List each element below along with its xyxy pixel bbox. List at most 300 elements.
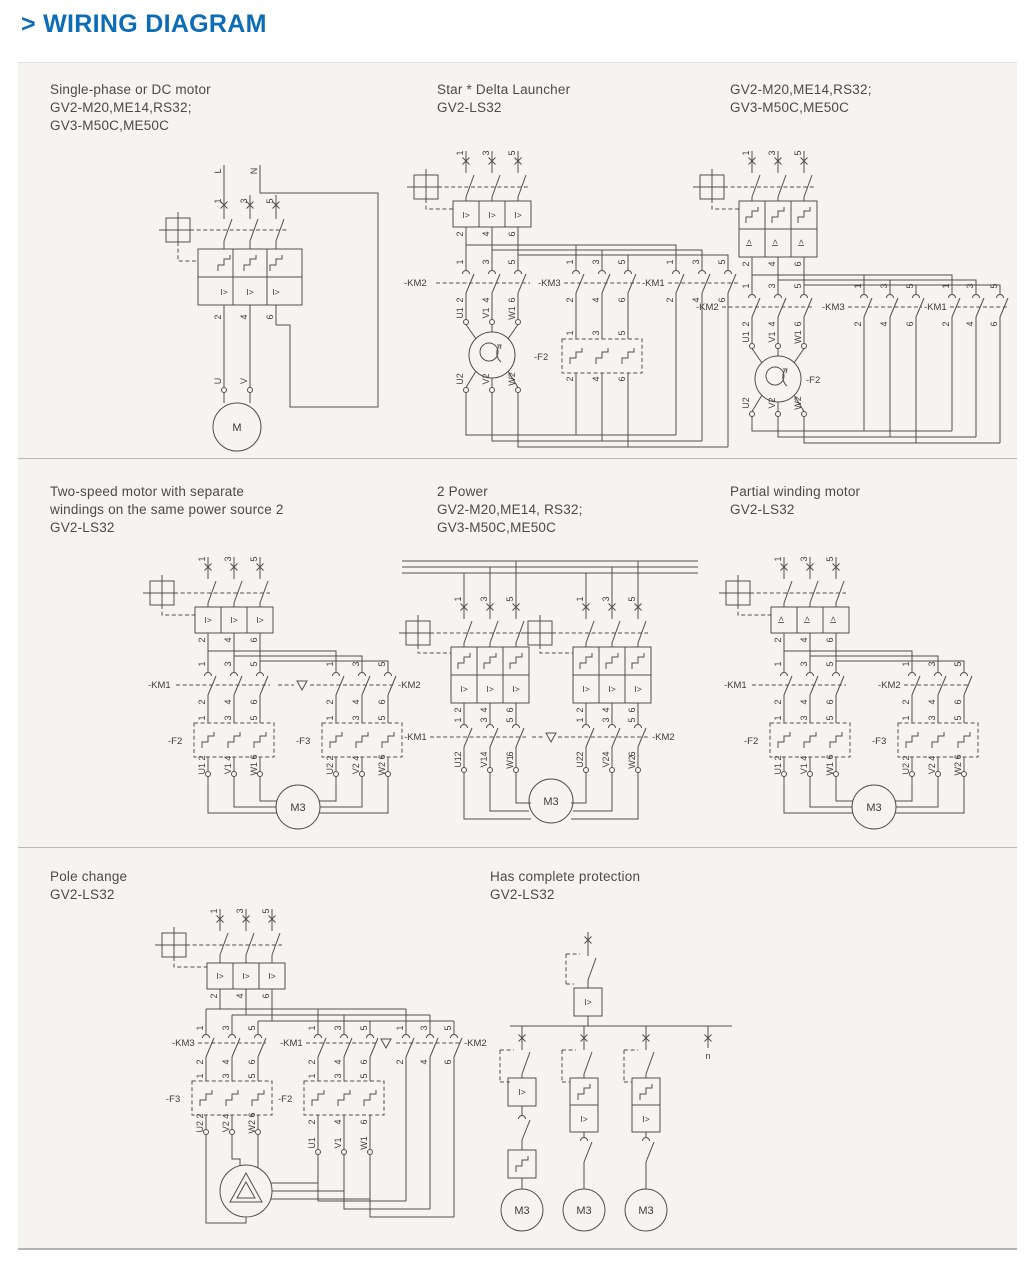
pole-number: 3 — [799, 556, 809, 562]
title-line: Pole change — [50, 869, 128, 884]
pole-number: 3 — [591, 330, 601, 336]
motor-label: M3 — [866, 802, 882, 814]
pole-number: 4 — [479, 707, 489, 713]
motor-terminal-label: U2 2 — [325, 755, 335, 775]
pole-number: 5 — [359, 1073, 369, 1079]
pole-number: 1 — [455, 150, 465, 156]
pole-number: 6 — [717, 297, 727, 303]
actuator-icon — [399, 615, 430, 645]
title-line: Star * Delta Launcher — [437, 82, 571, 97]
pole-number: 4 — [799, 637, 809, 643]
trip-label: I> — [828, 616, 838, 624]
pole-number: 1 — [307, 1073, 317, 1079]
pole-number: 5 — [953, 715, 963, 721]
contact-arc — [625, 271, 632, 275]
title-line: Partial winding motor — [730, 484, 861, 499]
pole-number: 2 — [941, 321, 951, 327]
wiring — [178, 165, 378, 407]
pole-number: 6 — [953, 699, 963, 705]
motor-terminal-label: V2 — [767, 397, 777, 409]
pole-number: 6 — [507, 297, 517, 303]
contactor-label: -KM3 — [172, 1038, 195, 1049]
pole-number: 6 — [265, 314, 275, 320]
protection-blocks — [508, 988, 660, 1178]
row-separator — [18, 458, 1017, 459]
pole-number: 6 — [359, 1119, 369, 1125]
contact-arc — [315, 1035, 322, 1039]
pole-number: 4 — [965, 321, 975, 327]
motor-terminal-label: V1 — [333, 1137, 343, 1149]
pole-number: 3 — [235, 908, 245, 914]
contactor-label: -KM1 — [404, 732, 427, 743]
terminal-dot — [248, 388, 253, 393]
motor-terminal-label: U1 — [453, 756, 463, 768]
contact-arc — [961, 673, 968, 677]
contact-arc — [913, 295, 920, 299]
contact-arc — [463, 271, 470, 275]
pole-number: 3 — [879, 283, 889, 289]
actuator-icon — [693, 169, 724, 199]
pole-number: 2 — [741, 261, 751, 267]
pole-number: 5 — [265, 198, 275, 204]
title-line: GV3-M50C,ME50C — [437, 520, 557, 535]
contact-arc — [973, 295, 980, 299]
pole-number: 6 — [377, 699, 387, 705]
pole-number: 5 — [825, 715, 835, 721]
breaker — [451, 647, 651, 703]
contact-arc — [887, 295, 894, 299]
pole-number: 2 — [395, 1059, 405, 1065]
trip-label: I> — [246, 287, 254, 297]
motor-terminal-label: U2 — [741, 397, 751, 409]
pole-number: 5 — [793, 150, 803, 156]
contact-arc — [909, 673, 916, 677]
motor-terminal-label: V1 4 — [799, 755, 809, 775]
pole-number: 3 — [479, 596, 489, 602]
pole-number: 6 — [617, 376, 627, 382]
pole-number: 1 — [307, 1025, 317, 1031]
motor-terminal-label: W2 — [507, 372, 517, 386]
pole-number: 5 — [247, 1073, 257, 1079]
wiring — [402, 561, 698, 819]
pole-number: 1 — [773, 556, 783, 562]
motor-terminal-label: W2 6 — [247, 1112, 257, 1134]
contactor-label: -KM2 — [652, 732, 675, 743]
wiring — [712, 151, 1008, 443]
pole-number: 2 — [455, 231, 465, 237]
pole-number: 2 — [565, 376, 575, 382]
terminal-dot — [516, 388, 521, 393]
pole-number: 1 — [197, 715, 207, 721]
contact-arc — [673, 271, 680, 275]
trip-label: I> — [268, 971, 276, 981]
pole-number: 1 — [565, 259, 575, 265]
pole-number: 3 — [351, 661, 361, 667]
title-line: Single-phase or DC motor — [50, 82, 211, 97]
pole-number: 3 — [799, 661, 809, 667]
pole-number: 4 — [223, 699, 233, 705]
pole-number: 6 — [825, 637, 835, 643]
diagram-title-two-speed — [50, 483, 284, 537]
pole-number: 1 — [901, 661, 911, 667]
pole-number: 6 — [505, 751, 515, 757]
pole-number: 1 — [575, 717, 585, 723]
wiring — [174, 909, 462, 1223]
pole-number: 1 — [565, 330, 575, 336]
pole-number: 5 — [793, 283, 803, 289]
pole-number: 3 — [221, 1025, 231, 1031]
terminal-dot — [222, 388, 227, 393]
pole-number: 6 — [825, 699, 835, 705]
pole-number: 6 — [617, 297, 627, 303]
trip-label: I> — [582, 684, 590, 694]
terminal-dot — [776, 412, 781, 417]
pole-number: 6 — [249, 637, 259, 643]
contact-arc — [515, 271, 522, 275]
actuator-icon — [719, 575, 750, 605]
pole-number: 4 — [479, 751, 489, 757]
pole-number: 1 — [325, 715, 335, 721]
contactor-label: -KM1 — [724, 680, 747, 691]
trip-label: I> — [220, 287, 228, 297]
pole-number: 5 — [377, 715, 387, 721]
trip-label: I> — [776, 616, 786, 624]
pole-number: 3 — [601, 717, 611, 723]
pole-number: 3 — [419, 1025, 429, 1031]
motor-label: M3 — [514, 1205, 530, 1217]
pole-number: 5 — [249, 661, 259, 667]
relay-label: -F3 — [296, 736, 311, 747]
actuator-icon — [155, 927, 186, 957]
motor-terminal-label: W1 6 — [825, 754, 835, 776]
pole-number: 2 — [453, 751, 463, 757]
pole-number: 5 — [505, 596, 515, 602]
terminal-dot — [464, 388, 469, 393]
motor-terminal-label: V2 4 — [351, 755, 361, 775]
pole-number: 2 — [307, 1059, 317, 1065]
title-line: 2 Power — [437, 484, 488, 499]
title-line: GV2-M20,ME14,RS32; — [730, 82, 872, 97]
trip-label: I> — [642, 1114, 650, 1124]
terminal-dot — [802, 412, 807, 417]
trip-label: I> — [770, 239, 780, 247]
pole-number: 4 — [333, 1119, 343, 1125]
contact-arc — [341, 1035, 348, 1039]
line-label: L — [213, 168, 223, 174]
title-line: GV2-M20,ME14, RS32; — [437, 502, 583, 517]
contact-arc — [461, 725, 468, 729]
pole-number: 6 — [247, 1059, 257, 1065]
relay-label: -F3 — [166, 1094, 181, 1105]
actuator-icon — [407, 169, 438, 199]
motor-terminal-label: V2 — [481, 373, 491, 385]
title-line: GV2-LS32 — [437, 100, 502, 115]
title-line: Has complete protection — [490, 869, 641, 884]
actuator-icon — [521, 615, 552, 645]
pole-number: 2 — [209, 993, 219, 999]
pole-number: 4 — [235, 993, 245, 999]
diagram-title-gv2-gv3 — [730, 81, 872, 117]
title-line: GV2-M20,ME14,RS32; — [50, 100, 192, 115]
contact-arc — [203, 1035, 210, 1039]
relay-label: -F2 — [168, 736, 183, 747]
pole-number: 1 — [901, 715, 911, 721]
pole-number: 6 — [793, 261, 803, 267]
pole-number: 5 — [627, 596, 637, 602]
trip-label: I> — [486, 684, 494, 694]
motor — [469, 332, 515, 378]
contact-arc — [801, 295, 808, 299]
motor-label: M — [232, 422, 242, 434]
pole-number: 1 — [197, 556, 207, 562]
motor-terminal-label: W2 6 — [953, 754, 963, 776]
actuator-icon — [143, 575, 174, 605]
motor-terminal-label: W1 — [793, 330, 803, 344]
pole-number: 5 — [825, 556, 835, 562]
motor-terminal-label: W1 — [359, 1136, 369, 1150]
motor-terminal-label: W1 6 — [249, 754, 259, 776]
schematic-pole-change — [128, 901, 488, 1241]
pole-number: 5 — [359, 1025, 369, 1031]
contactor-label: -KM2 — [398, 680, 421, 691]
actuator-icon — [159, 212, 190, 242]
pole-number: 4 — [879, 321, 889, 327]
terminal-dot — [464, 320, 469, 325]
motor-terminal-label: W2 — [793, 396, 803, 410]
pole-number: 3 — [351, 715, 361, 721]
contact-arc — [385, 673, 392, 677]
contactor-label: -KM2 — [404, 278, 427, 289]
contact-arc — [205, 673, 212, 677]
trip-label: I> — [512, 684, 520, 694]
pole-number: 2 — [455, 297, 465, 303]
interlock-icon — [297, 681, 307, 690]
contact-arc — [609, 725, 616, 729]
contact-arc — [583, 725, 590, 729]
labels — [404, 596, 675, 808]
contact-arc — [427, 1035, 434, 1039]
contact-arc — [333, 673, 340, 677]
pole-number: 6 — [989, 321, 999, 327]
pole-number: 1 — [941, 283, 951, 289]
contact-arc — [255, 1035, 262, 1039]
pole-number: 1 — [455, 259, 465, 265]
contact-arc — [861, 295, 868, 299]
schematic-partial-winding — [706, 549, 1006, 845]
contact-arc — [403, 1035, 410, 1039]
pole-number: 6 — [359, 1059, 369, 1065]
contact-arc — [487, 725, 494, 729]
trip-label: I> — [272, 287, 280, 297]
interlock-icon — [546, 733, 556, 742]
pole-number: 4 — [927, 699, 937, 705]
contact-arc — [513, 725, 520, 729]
pole-number: 5 — [249, 715, 259, 721]
pole-number: 5 — [825, 661, 835, 667]
contact-arc — [359, 673, 366, 677]
pole-number: 1 — [853, 283, 863, 289]
pole-number: 2 — [197, 699, 207, 705]
pole-number: 2 — [213, 314, 223, 320]
row-separator — [18, 847, 1017, 848]
pole-number: 5 — [507, 259, 517, 265]
pole-number: 4 — [591, 297, 601, 303]
relay-label: -F3 — [872, 736, 887, 747]
pole-number: 1 — [665, 259, 675, 265]
breaker — [739, 201, 817, 257]
schematic-star-delta — [398, 143, 743, 455]
trip-label: I> — [216, 971, 224, 981]
pole-number: 2 — [565, 297, 575, 303]
contact-arc — [519, 1116, 526, 1120]
pole-number: 3 — [767, 283, 777, 289]
terminal-dot — [490, 388, 495, 393]
trip-label: I> — [230, 615, 238, 625]
pole-number: 3 — [767, 150, 777, 156]
pole-number: 6 — [249, 699, 259, 705]
pole-number: 5 — [249, 556, 259, 562]
trip-label: I> — [514, 210, 522, 220]
contact-arc — [635, 725, 642, 729]
motor-label: M3 — [638, 1205, 654, 1217]
pole-number: 6 — [507, 231, 517, 237]
pole-number: 4 — [351, 699, 361, 705]
contact-arc — [257, 673, 264, 677]
labels — [213, 168, 280, 434]
pole-number: 3 — [927, 715, 937, 721]
diagram-title-star-delta — [437, 81, 570, 117]
pole-number: 4 — [221, 1059, 231, 1065]
contactor-label: -KM3 — [822, 302, 845, 313]
page-title: > WIRING DIAGRAM — [21, 10, 267, 38]
pole-number: 4 — [591, 376, 601, 382]
motor — [220, 1165, 272, 1217]
pole-number: 5 — [627, 717, 637, 723]
diagram-title-pole-change — [50, 868, 127, 904]
pole-number: 3 — [239, 198, 249, 204]
pole-number: 1 — [395, 1025, 405, 1031]
contact-arc — [935, 673, 942, 677]
contact-arc — [997, 295, 1004, 299]
labels — [404, 150, 727, 385]
pole-number: 2 — [575, 751, 585, 757]
trip-label: I> — [802, 616, 812, 624]
contact-arc — [749, 295, 756, 299]
title-line: GV3-M50C,ME50C — [50, 118, 170, 133]
pole-number: 5 — [989, 283, 999, 289]
motor-terminal-label: V1 — [767, 331, 777, 343]
pole-number: 1 — [197, 661, 207, 667]
contactor-label: -KM1 — [280, 1038, 303, 1049]
pole-number: 1 — [325, 661, 335, 667]
terminal-dot — [750, 344, 755, 349]
pole-number: 2 — [575, 707, 585, 713]
trip-label: I> — [608, 684, 616, 694]
pole-number: 2 — [195, 1059, 205, 1065]
trip-label: I> — [242, 971, 250, 981]
pole-number: 4 — [601, 751, 611, 757]
pole-number: 1 — [773, 715, 783, 721]
terminal-dot — [316, 1150, 321, 1155]
pole-number: 3 — [333, 1025, 343, 1031]
motor-terminal-label: U1 — [307, 1137, 317, 1149]
contact-arc — [643, 1138, 650, 1142]
pole-number: 2 — [773, 637, 783, 643]
pole-number: 4 — [601, 707, 611, 713]
contact-arc — [581, 1138, 588, 1142]
relay-label: -F2 — [278, 1094, 293, 1105]
pole-number: 2 — [665, 297, 675, 303]
pole-number: 3 — [479, 717, 489, 723]
trip-label: I> — [488, 210, 496, 220]
pole-number: 2 — [325, 699, 335, 705]
pole-number: 3 — [221, 1073, 231, 1079]
motor-terminal-label: U1 2 — [773, 755, 783, 775]
schematic-gv2-starter — [694, 143, 1016, 457]
pole-number: 4 — [767, 321, 777, 327]
diagram-title-partial-winding — [730, 483, 860, 519]
pole-number: 2 — [197, 637, 207, 643]
title-line: Two-speed motor with separate — [50, 484, 245, 499]
pole-number: 4 — [691, 297, 701, 303]
relay-label: -F2 — [744, 736, 759, 747]
contact-arc — [489, 271, 496, 275]
pole-number: 3 — [481, 259, 491, 265]
motor-terminal-label: U2 2 — [901, 755, 911, 775]
pole-number: 6 — [505, 707, 515, 713]
pole-number: 3 — [481, 150, 491, 156]
contactor-label: -KM2 — [696, 302, 719, 313]
wiring-diagram-panel — [18, 62, 1017, 1250]
contact-arc — [781, 673, 788, 677]
contact-arc — [949, 295, 956, 299]
pole-number: 2 — [307, 1119, 317, 1125]
contactor-label: -KM2 — [464, 1038, 487, 1049]
title-line: windings on the same power source 2 — [50, 502, 284, 517]
pole-number: 4 — [481, 297, 491, 303]
neutral-label: N — [249, 167, 259, 175]
pole-number: 2 — [773, 699, 783, 705]
trip-label: I> — [744, 239, 754, 247]
pole-number: 3 — [333, 1073, 343, 1079]
motor-terminal-label: V — [239, 377, 249, 385]
pole-number: 4 — [223, 637, 233, 643]
pole-number: 1 — [195, 1073, 205, 1079]
motor-terminal-label: V2 4 — [221, 1113, 231, 1133]
motor-terminal-label: W2 6 — [377, 754, 387, 776]
motor — [755, 356, 801, 402]
title-line: GV3-M50C,ME50C — [730, 100, 850, 115]
motor-terminal-label: U2 — [575, 756, 585, 768]
terminal-dot — [750, 412, 755, 417]
schematic-two-speed — [130, 549, 430, 845]
pole-number: 2 — [853, 321, 863, 327]
pole-number: 6 — [905, 321, 915, 327]
motor-terminal-label: V2 4 — [927, 755, 937, 775]
diagram-title-2-power — [437, 483, 583, 537]
trip-label: I> — [460, 684, 468, 694]
motor-terminal-label: W1 — [507, 306, 517, 320]
contact-arc — [573, 271, 580, 275]
pole-number: 5 — [905, 283, 915, 289]
pole-number: 5 — [507, 150, 517, 156]
contact-arc — [833, 673, 840, 677]
thermal-relay — [562, 339, 642, 373]
motor-label: M3 — [576, 1205, 592, 1217]
pole-number: 2 — [741, 321, 751, 327]
terminal-dot — [490, 320, 495, 325]
pole-number: 4 — [333, 1059, 343, 1065]
